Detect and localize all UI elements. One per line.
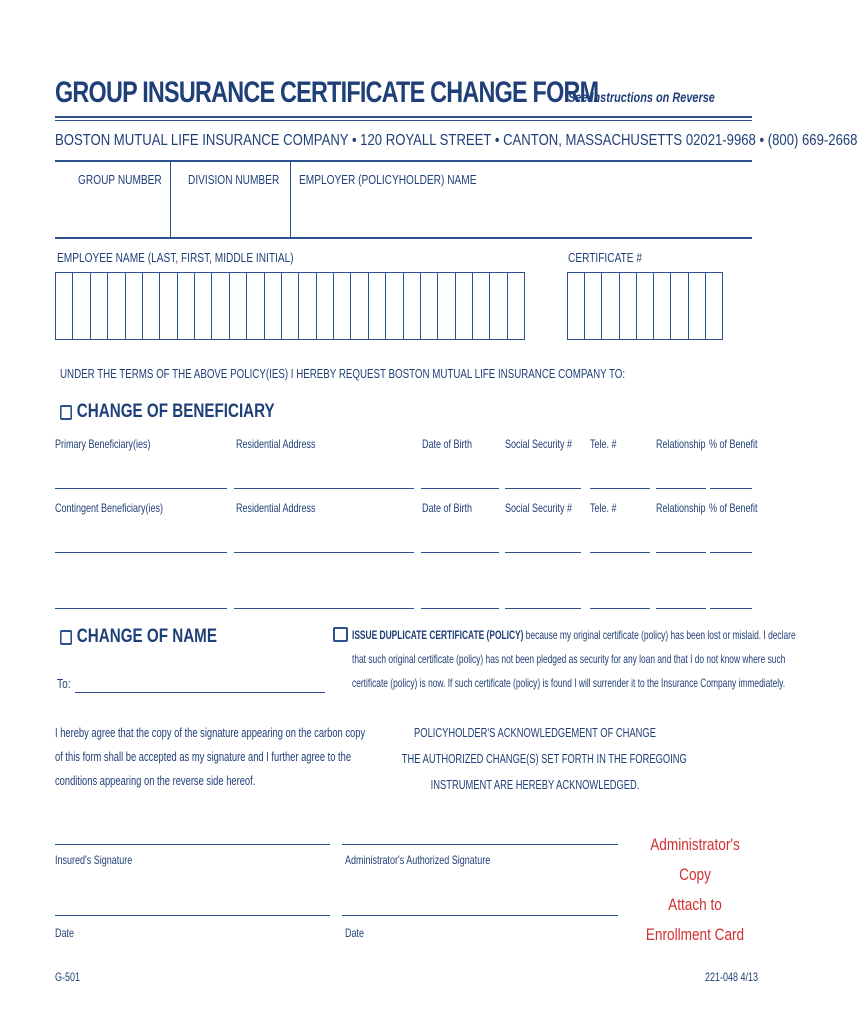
beneficiary-entry-line[interactable] <box>710 552 752 553</box>
beneficiary-entry-line[interactable] <box>710 488 752 489</box>
change-of-name-checkbox[interactable] <box>60 630 72 645</box>
group-number-label: GROUP NUMBER <box>78 172 162 187</box>
agreement-line1: I hereby agree that the copy of the signature appearing on the carbon copy <box>55 725 366 740</box>
header-rule <box>55 237 752 239</box>
char-box[interactable] <box>369 273 386 339</box>
title-rule-thin <box>55 120 752 121</box>
primary-beneficiary-label: Primary Beneficiary(ies) <box>55 437 151 451</box>
char-box[interactable] <box>421 273 438 339</box>
column-label: Relationship <box>656 501 706 515</box>
ack-line3: INSTRUMENT ARE HEREBY ACKNOWLEDGED. <box>430 777 640 792</box>
char-box[interactable] <box>473 273 490 339</box>
employee-name-boxes[interactable] <box>55 272 525 340</box>
column-label: % of Benefit <box>709 501 758 515</box>
certificate-label: CERTIFICATE # <box>568 250 643 265</box>
beneficiary-entry-line[interactable] <box>656 488 706 489</box>
administrator-signature-label: Administrator's Authorized Signature <box>345 853 491 867</box>
char-box[interactable] <box>265 273 282 339</box>
ack-line1: POLICYHOLDER'S ACKNOWLEDGEMENT OF CHANGE <box>414 725 656 740</box>
char-box[interactable] <box>438 273 455 339</box>
beneficiary-entry-line[interactable] <box>656 608 706 609</box>
new-name-field[interactable] <box>75 692 325 693</box>
administrator-copy-note <box>635 830 755 950</box>
char-box[interactable] <box>654 273 671 339</box>
title-rule <box>55 116 752 118</box>
beneficiary-checkbox[interactable] <box>60 405 72 420</box>
char-box[interactable] <box>637 273 654 339</box>
division-number-label: DIVISION NUMBER <box>188 172 280 187</box>
char-box[interactable] <box>73 273 90 339</box>
column-label: % of Benefit <box>709 437 758 451</box>
divider <box>290 162 291 238</box>
char-box[interactable] <box>143 273 160 339</box>
beneficiary-entry-line[interactable] <box>234 552 414 553</box>
char-box[interactable] <box>620 273 637 339</box>
column-label: Social Security # <box>505 437 573 451</box>
duplicate-heading: ISSUE DUPLICATE CERTIFICATE (POLICY) <box>352 628 524 642</box>
char-box[interactable] <box>317 273 334 339</box>
char-box[interactable] <box>671 273 688 339</box>
request-text: UNDER THE TERMS OF THE ABOVE POLICY(IES) I HEREBY REQUEST BOSTON MUTUAL LIFE INSURANCE COMPANY TO: <box>60 366 626 381</box>
char-box[interactable] <box>108 273 125 339</box>
column-label: Date of Birth <box>422 437 473 451</box>
form-title: GROUP INSURANCE CERTIFICATE CHANGE FORM <box>55 76 599 109</box>
char-box[interactable] <box>160 273 177 339</box>
char-box[interactable] <box>178 273 195 339</box>
insured-signature-field[interactable] <box>55 844 330 845</box>
char-box[interactable] <box>568 273 585 339</box>
employer-name-label: EMPLOYER (POLICYHOLDER) NAME <box>299 172 477 187</box>
duplicate-text-line1 <box>352 628 796 642</box>
form-code-right: 221-048 4/13 <box>705 970 759 984</box>
insured-signature-label: Insured's Signature <box>55 853 133 867</box>
char-box[interactable] <box>247 273 264 339</box>
char-box[interactable] <box>386 273 403 339</box>
company-line: BOSTON MUTUAL LIFE INSURANCE COMPANY • 120 ROYALL STREET • CANTON, MASSACHUSETTS 02021-9968 • (800) 669-2668 <box>55 132 857 149</box>
copy-note-line2: Attach to <box>668 895 722 914</box>
duplicate-line3: certificate (policy) is now. If such certificate (policy) is found I will surrender it to the Insurance Company immediately. <box>352 676 786 690</box>
beneficiary-entry-line[interactable] <box>505 608 581 609</box>
divider <box>170 162 171 238</box>
acknowledgement-block <box>350 720 720 798</box>
char-box[interactable] <box>126 273 143 339</box>
to-label: To: <box>57 676 71 691</box>
char-box[interactable] <box>585 273 602 339</box>
char-box[interactable] <box>56 273 73 339</box>
beneficiary-entry-line[interactable] <box>590 552 650 553</box>
char-box[interactable] <box>404 273 421 339</box>
beneficiary-entry-line[interactable] <box>234 488 414 489</box>
column-label: Date of Birth <box>422 501 473 515</box>
administrator-signature-field[interactable] <box>342 844 618 845</box>
column-label: Tele. # <box>590 501 617 515</box>
agreement-line3: conditions appearing on the reverse side hereof. <box>55 773 256 788</box>
beneficiary-entry-line[interactable] <box>55 608 227 609</box>
administrator-date-field[interactable] <box>342 915 618 916</box>
insured-date-label: Date <box>55 926 75 940</box>
char-box[interactable] <box>456 273 473 339</box>
contingent-beneficiary-label: Contingent Beneficiary(ies) <box>55 501 164 515</box>
certificate-number-boxes[interactable] <box>567 272 723 340</box>
beneficiary-entry-line[interactable] <box>505 488 581 489</box>
char-box[interactable] <box>689 273 706 339</box>
administrator-date-label: Date <box>345 926 365 940</box>
char-box[interactable] <box>706 273 722 339</box>
beneficiary-entry-line[interactable] <box>590 488 650 489</box>
duplicate-checkbox[interactable] <box>333 627 348 642</box>
column-label: Social Security # <box>505 501 573 515</box>
beneficiary-entry-line[interactable] <box>590 608 650 609</box>
column-label: Residential Address <box>236 501 316 515</box>
duplicate-line2: that such original certificate (policy) has not been pledged as security for any loan and that I do not know where such <box>352 652 786 666</box>
char-box[interactable] <box>91 273 108 339</box>
beneficiary-entry-line[interactable] <box>55 488 227 489</box>
beneficiary-entry-line[interactable] <box>421 552 499 553</box>
agreement-line2: of this form shall be accepted as my signature and I further agree to the <box>55 749 352 764</box>
char-box[interactable] <box>351 273 368 339</box>
ack-line2: THE AUTHORIZED CHANGE(S) SET FORTH IN THE FOREGOING <box>401 751 687 766</box>
beneficiary-entry-line[interactable] <box>421 488 499 489</box>
column-label: Residential Address <box>236 437 316 451</box>
beneficiary-entry-line[interactable] <box>710 608 752 609</box>
char-box[interactable] <box>299 273 316 339</box>
char-box[interactable] <box>230 273 247 339</box>
char-box[interactable] <box>195 273 212 339</box>
company-rule <box>55 160 752 162</box>
beneficiary-entry-line[interactable] <box>234 608 414 609</box>
insured-date-field[interactable] <box>55 915 330 916</box>
char-box[interactable] <box>212 273 229 339</box>
beneficiary-entry-line[interactable] <box>55 552 227 553</box>
beneficiary-section <box>60 401 275 423</box>
copy-note-line1: Administrator's Copy <box>650 835 740 884</box>
column-label: Relationship <box>656 437 706 451</box>
form-code-left: G-501 <box>55 970 81 984</box>
change-of-name-heading: CHANGE OF NAME <box>76 626 217 647</box>
char-box[interactable] <box>508 273 524 339</box>
char-box[interactable] <box>602 273 619 339</box>
char-box[interactable] <box>334 273 351 339</box>
beneficiary-entry-line[interactable] <box>505 552 581 553</box>
instructions-note: See Instructions on Reverse <box>568 89 715 105</box>
beneficiary-entry-line[interactable] <box>656 552 706 553</box>
copy-note-line3: Enrollment Card <box>645 925 745 944</box>
duplicate-checkbox-wrap <box>333 627 347 641</box>
duplicate-line1: because my original certificate (policy) has been lost or mislaid. I declare <box>525 628 796 642</box>
beneficiary-entry-line[interactable] <box>421 608 499 609</box>
change-of-name-section <box>60 626 217 648</box>
beneficiary-heading: CHANGE OF BENEFICIARY <box>76 401 275 422</box>
char-box[interactable] <box>282 273 299 339</box>
employee-name-label: EMPLOYEE NAME (LAST, FIRST, MIDDLE INITIAL) <box>57 250 294 265</box>
column-label: Tele. # <box>590 437 617 451</box>
char-box[interactable] <box>490 273 507 339</box>
